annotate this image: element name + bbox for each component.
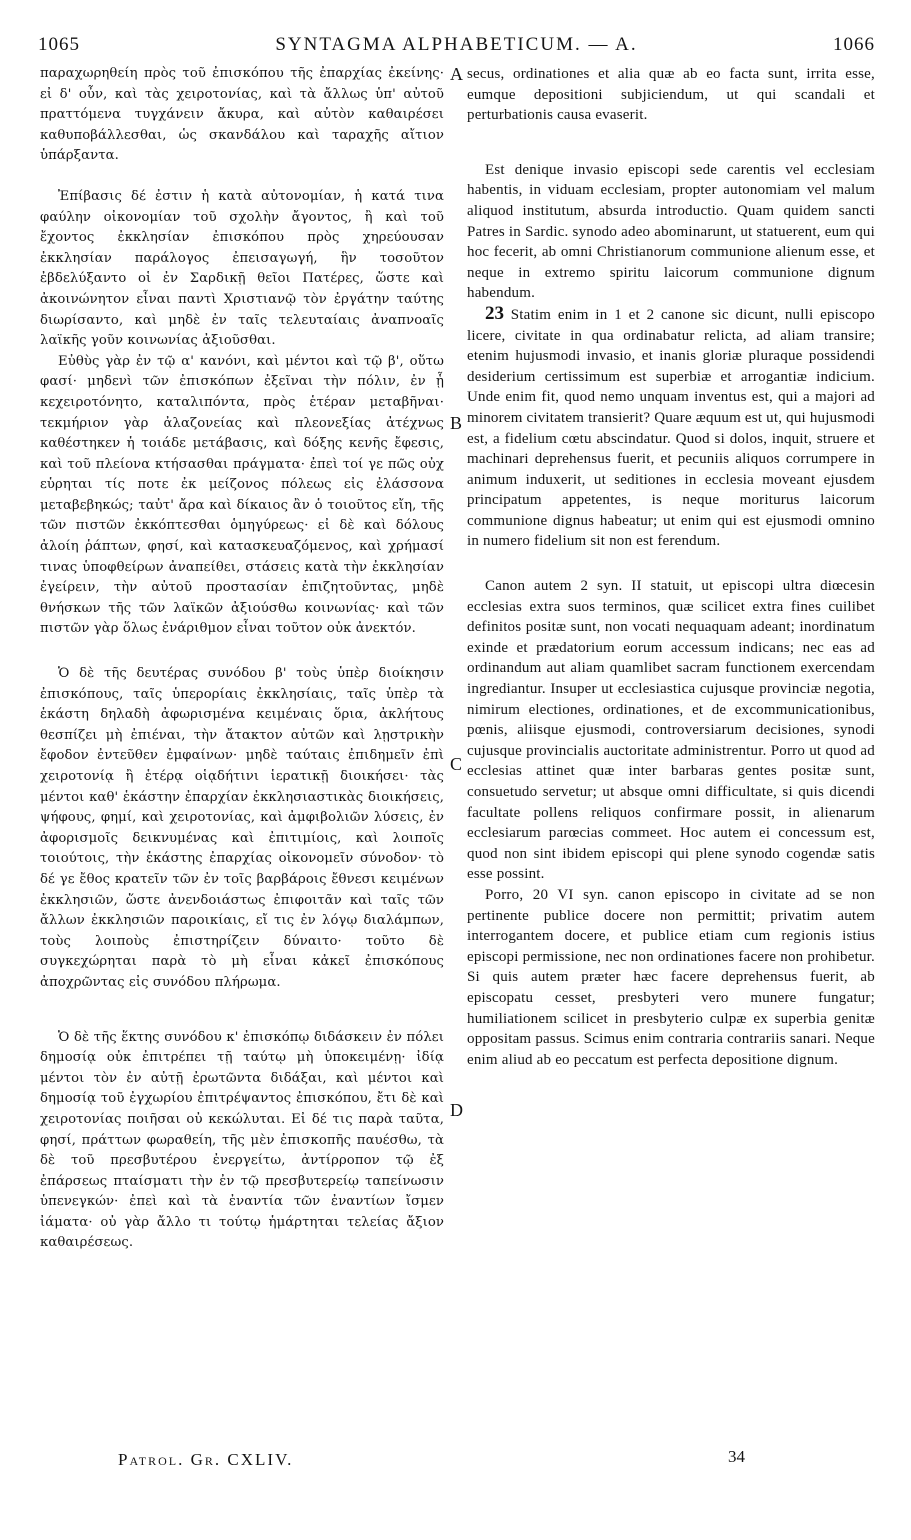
greek-paragraph-3: Εὐθὺς γὰρ ἐν τῷ α' κανόνι, καὶ μέντοι καὶ τῷ β', οὕτω φασί· μηδενὶ τῶν ἐπισκόπων ἐξεῖναι τὴν πόλιν, ἐν ᾗ κεχειροτόνητο, καταλιπόντα, πρὸς ἑτέραν μεταβῆναι· τεκμήριον γὰρ ἀλαζονείας καὶ πλεονεξίας ἀτέχνως καθέστηκεν ἡ τοιάδε μετάβασις, καὶ δόξης κενῆς ἔφεσις, καὶ τοῦ πλείονα κτήσασθαι πράγματα· ἐπεὶ τοί γε πῶς οὐχ εὑρηται τίς ποτε ἐκ μείζονος πόλεως εἰς ἐλάσσονα μεταβεβηκώς; ταὐτ' ἄρα καὶ δίκαιος ἂν ὁ τοιοῦτος εἴη, τῆς τῶν πιστῶν ἐκκόπτεσθαι ὁμηγύρεως· εἰ δὲ καὶ δόλους ἀλοίη ῥάπτων, φησί, καὶ κατασκευαζόμενος, καὶ χρήμασί τινας ὑποφθείρων ἀναπείθει, στάσεις κατὰ τὴν ἐκκλησίαν ἐγείρειν, τὴν αὐτοῦ προστασίαν ἐπιζητοῦντας, μηδὲ θνήσκων τῆς τῶν λαϊκῶν ἀξιούσθω κοινωνίας· καὶ τῶν πιστῶν γὰρ ὅλως ἐνάριθμον εἶναι τοῦτον οὐκ ἀνεκτόν.: [40, 353, 444, 637]
latin-paragraph-3-text: Statim enim in 1 et 2 canone sic dicunt, nulli episcopo licere, civitate in qua ordinabatur relicta, ad aliam transire; etenim hujusmodi invasio, et inanis gloriæ pluraque possidendi desiderium certissimum est superbiæ et arrogantiæ indicium. Unde enim fit, quod nemo unquam inventus est, qui a majori ad minorem civitatem transierit? Quare æquum est ut, qui hujusmodi est, a fidelium cœtu abscindatur. Quod si dolos, inquit, struere et machinari deprehensus fuerit, et pecuniis aliquos corrumpere in animum induxerit, ut seditiones in ecclesia moveant ejusdem principatum appetentes, is neque moriturus laicorum communione dignus habeatur; ut enim qui est ejusmodi omnino in numero fidelium sit non est ferendum.: [467, 306, 876, 550]
latin-paragraph-2: Est denique invasio episcopi sede carentis vel ecclesiam habentis, in viduam ecclesiam, propter autonomiam vel malum aliquod institutum, absurda introductio. Quam quidem sancti Patres in Sardic. synodo adeo abominarunt, ut statuerent, eum qui hoc fecerit, ab omni Christianorum communione alienum esse, et neque in extremo spiritu laicorum communione dignum habendum.: [467, 161, 875, 302]
right-page-number: 1066: [833, 34, 875, 55]
greek-paragraph-4: Ὁ δὲ τῆς δευτέρας συνόδου β' τοὺς ὑπὲρ διοίκησιν ἐπισκόπους, ταῖς ὑπερορίαις ἐκκλησίαις, ταῖς ὑπὲρ τὰ ἑκάστη δηλαδὴ ἀφωρισμένα κειμέναις ὅρια, ἀκλήτους θεσπίζει μὴ ἐπιέναι, τὴν ἄτακτον αὐτῶν καὶ λῃστρικὴν ἔφοδον ἐντεῦθεν ἐμφαίνων· μηδὲ ταύταις ἐπιδημεῖν ἐπὶ χειροτονίᾳ ἢ ἑτέρᾳ οἱᾳδήτινι ἱερατικῇ διοικήσει· τὰς μέντοι καθ' ἑκάστην ἐπαρχίαν ἐκκλησιαστικὰς διοικήσεις, ψήφους, φημί, καὶ χειροτονίας, καὶ ἀμφιβολιῶν λύσεις, ἐν ἀφορισμοῖς δεικνυμένας καὶ ἐπιτιμίοις, καὶ λοιποῖς τοιούτοις, τὴν ἑκάστης ἐπαρχίας οἰκονομεῖν σύνοδον· τὸ δέ γε ἔθος κρατεῖν τῶν ἐν τοῖς βαρβάροις ἔθνεσι κειμένων ἐκκλησιῶν, ὥστε ἀνενδοιάστως ἐπιφοιτᾶν καὶ ταῖς τῶν ἄλλων ἐκκλησιῶν παροικίαις, εἴ τις ἐν λόγῳ διαλάμπων, τοὺς λοιποὺς ἐπιστηρίζειν δύναιτο· τοῦτο δὲ συγκεχώρηται παρὰ τὸ μὴ εἶναι κἀκεῖ ἐπισκόπους ἀποχρῶντας εἰς συνόδου πλήρωμα.: [40, 666, 444, 990]
margin-marker-c: C: [450, 754, 463, 774]
margin-marker-a: A: [450, 64, 463, 84]
margin-marker-d: D: [450, 1100, 463, 1120]
left-page-number: 1065: [38, 34, 80, 55]
greek-paragraph-2: Ἐπίβασις δέ ἐστιν ἡ κατὰ αὐτονομίαν, ἡ κατά τινα φαύλην οἰκονομίαν τοῦ σχολὴν ἄγοντος, ἢ καὶ τοῦ ἔχοντος ἐκκλησίαν ἐπισκόπου πρὸς χηρεύουσαν ἐκκλησίαν παράλογος ἐπεισαγωγή, ἣν τοσοῦτον ἐβδελύξαντο οἱ ἐν Σαρδικῇ θεῖοι Πατέρες, ὥστε καὶ ἀκοινώνητον εἶναι παντὶ Χριστιανῷ τὸν ἐργάτην ταύτης διωρίσαντο, καὶ μηδὲ ἐν ταῖς τελευταίαις ἀναπνοαῖς λαϊκῆς γοῦν κοινωνίας ἀξιοῦσθαι.: [40, 188, 444, 349]
latin-paragraph-4: Canon autem 2 syn. II statuit, ut episcopi ultra diœcesin ecclesias extra suos terminos, quæ scilicet extra fines cuilibet definitos positæ sunt, non vocati nequaquam adeant; inordinatum exinde et prædatorium eorum accessum indicans; nec eas ad ordinandum aut aliam quamlibet sacram functionem exercendam ingrediantur. Insuper ut ecclesiastica cujusque provinciæ negotia, nimirum electiones, ordinationes, et de excommunicationibus, pœnis, aliisque ejusmodi, controversiarum decisiones, synodi cujusque provincialis auctoritate administrentur. Porro ut quod ad ecclesias attinet quæ inter barbaras gentes positæ sunt, consuetudo servetur; ut absque omni difficultate, si quis dicendi facultate pollens reliquos confirmare possit, in alienarum ecclesiarum parœcias commeet. Hoc autem ei concessum est, quod non sint ibidem episcopi qui plene synodo cogendæ satis esse possint.: [467, 578, 875, 883]
margin-marker-b: B: [450, 413, 463, 433]
series-signature: Patrol. Gr. CXLIV.: [118, 1450, 294, 1469]
latin-paragraph-1: secus, ordinationes et alia quæ ab eo facta sunt, irrita esse, eumque depositioni subjiciendum, ut qui scandali et perturbationis causa evaserit.: [467, 66, 875, 124]
page-header: [38, 34, 875, 56]
latin-paragraph-5: Porro, 20 VI syn. canon episcopo in civitate ad se non pertinente publice docere non permittit; privatim autem interrogantem docere, et publice etiam cum regionis istius episcopi permissione, nec non ordinationes facere non prohibetur. Si quis autem præter hæc facere deprehensus fuerit, ab episcopatu cesset, presbyteri vero munere fungatur; humiliationem scilicet in presbyterio culpæ ex superbia genitæ oppositam passus. Scimus enim contraria contrariis sanari. Neque enim aliud ab eo peccatum est perfecta depositione dignum.: [467, 886, 875, 1068]
sheet-number: 34: [728, 1447, 745, 1466]
greek-paragraph-5: Ὁ δὲ τῆς ἕκτης συνόδου κ' ἐπισκόπῳ διδάσκειν ἐν πόλει δημοσίᾳ οὐκ ἐπιτρέπει τῇ ταύτῳ μὴ ὑποκειμένῃ· ἰδίᾳ μέντοι τὸν ἐν αὐτῇ ἐρωτῶντα διδάξαι, καὶ μέντοι καὶ δημοσίᾳ τοῦ ἐγχωρίου ἐπιτρέψαντος ἐπισκόπου, ἔτι δὲ καὶ χειροτονίας ποιῆσαι οὐ κεκώλυται. Εἰ δέ τις παρὰ ταῦτα, φησί, πράττων φωραθείη, τῆς μὲν ἐπισκοπῆς παυέσθω, τὰ δὲ τοῦ πρεσβυτέρου ἐνεργείτω, ἀντίρροπον τῷ ἐξ ἐπάρσεως πταίσματι τὴν ἐν τῷ πρεσβυτερείῳ ταπείνωσιν ὑπενεγκών· ἐπεὶ καὶ τὰ ἐναντία τῶν ἐναντίων ἴσμεν ἰάματα· οὐ γὰρ ἄλλο τι τούτῳ ἡμάρτηται τελείας ἄξιον καθαιρέσεως.: [40, 1029, 444, 1251]
greek-paragraph-1: παραχωρηθείη πρὸς τοῦ ἐπισκόπου τῆς ἐπαρχίας ἐκείνης· εἰ δ' οὖν, καὶ τὰς χειροτονίας, καὶ τὰ ἄλλως ὑπ' αὐτοῦ πραττόμενα τυγχάνειν ἄκυρα, καὶ αὐτὸν καθαιρέσει καθυποβάλλεσθαι, ὡς σκανδάλου καὶ ταραχῆς αἴτιον ὑπάρξαντα.: [40, 66, 444, 164]
running-title: SYNTAGMA ALPHABETICUM. — A.: [275, 34, 638, 55]
latin-paragraph-3: [467, 304, 875, 552]
greek-column: [40, 64, 444, 1254]
section-number: 23: [485, 302, 504, 324]
latin-column: [467, 64, 875, 1070]
